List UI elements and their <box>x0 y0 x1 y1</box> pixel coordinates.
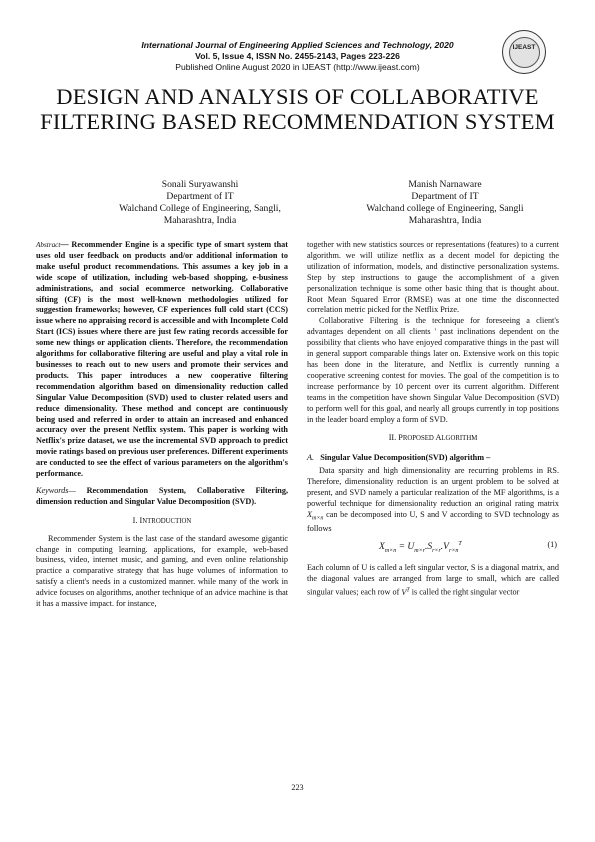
journal-name: International Journal of Engineering Applied Sciences and Technology, 2020 <box>141 40 454 50</box>
body-paragraph: together with new statistics sources or representations (features) to a current algorithm. we will utilize netflix as a decent model for depicting the utilization of information, models, and distinctive personalization systems. Step by step instructions to gauge the accomplishment of a given personalization technique is some other basic thing that is thought about. Root Mean Squared Error (RMSE) was at one time the disconnected correlation metric picked for the Netflix Prize. <box>307 240 559 315</box>
section-heading-introduction: I. INTRODUCTION <box>132 515 192 525</box>
right-column <box>307 240 559 599</box>
journal-publication: Published Online August 2020 in IJEAST (http://www.ijeast.com) <box>175 62 420 72</box>
svd-equation: $X_{m\times n} = U_{m\times r}.S_{r\times r}.V_{r\times n}^T$ <box>379 541 462 555</box>
keywords-text: Recommendation System, Collaborative Filtering, dimension reduction and Singular Value Decomposition (SVD). <box>36 485 288 506</box>
journal-volume: Vol. 5, Issue 4, ISSN No. 2455-2143, Pages 223-226 <box>195 51 400 61</box>
author-department: Department of IT <box>411 191 479 202</box>
author-2 <box>325 179 565 227</box>
journal-logo <box>502 30 546 74</box>
vt-symbol: $V^T$ <box>401 587 410 597</box>
equation-1 <box>307 537 559 555</box>
paper-title: DESIGN AND ANALYSIS OF COLLABORATIVE FILTERING BASED RECOMMENDATION SYSTEM <box>40 84 555 134</box>
author-location: Maharashtra, India <box>408 215 482 226</box>
body-paragraph: Collaborative Filtering is the technique for foreseeing a client's advantages dependent on all clients ' past inclinations dependent on the possibility that clients who have enjoyed comparative things in the past will in general support comparable things later on. Extensive work on this topic has been done in the literature, and Netflix is currently running a cooperative screening contest for movies. The goal of the competition is to increase performance by 10 percent over its current algorithm. Different teams in the competition have shown Singular Value Decomposition (SVD) to perform well for this goal, and nearly all groups currently in top positions in the leader board employ a form of SVD. <box>307 316 559 424</box>
left-column <box>36 240 288 610</box>
keywords-label: Keywords— <box>36 485 76 495</box>
section-heading-proposed-algorithm: II. PROPOSED ALGORITHM <box>388 433 478 443</box>
abstract <box>36 240 288 480</box>
logo-inner-ring <box>509 37 540 68</box>
keywords <box>36 486 288 508</box>
author-location: Maharashtra, India <box>163 215 237 226</box>
logo-text: IJEAST <box>512 44 536 51</box>
svd-paragraph: Data sparsity and high dimensionality are recurring problems in RS. Therefore, dimensionality reduction is an urgent problem to be solved at present, and SVD namely a particular realization of the MF algorithms, is a powerful technique for dimensionality reduction an original rating matrix $X_{m\times n}$ can be decomposed into U, S and V according to SVD technology as follows <box>307 466 559 534</box>
abstract-text: — Recommender Engine is a specific type of smart system that uses old user feedback on products and/or additional information to make useful product recommendations. This assumes a key job in a wide scope of utilization, including web-based shopping, e-business administrations, and social ecommerce networking. Collaborative sifting (CF) is the most well-known methodologies utilized for suggestion frameworks; however, CF experiences full cold start (CCS) issue where no appraising record is accessible and with Incomplete Cold Start (ICS) issues where there are just few rating records accessible for some new things or application clients. Therefore, the recommendation algorithms for collaborative filtering are useful and play a vital role in businesses to reach out to new users and promote their services and products. This paper introduces a new cooperative filtering recommendation algorithm based on dimensionality reduction called Singular Value Decomposition (SVD) used to cluster related users and reduce dimensionality. These method and concept are continuously being used and referred in order to attain an increased and enhanced accuracy over the present Netflix system. This paper is working with Netflix's prize dataset, we use the incremental SVD approach to predict movie ratings based on previous user preferences. Different experiments are conducted to see the effect of various parameters on the algorithm's performance. <box>36 240 288 479</box>
equation-number: (1) <box>547 540 557 550</box>
subsection-heading-svd: A. Singular Value Decomposition(SVD) algorithm – <box>307 453 491 463</box>
author-institution: Walchand College of Engineering, Sangli, <box>119 203 281 214</box>
abstract-label: Abstract <box>36 241 61 249</box>
svd-paragraph: Each column of U is called a left singular vector, S is a diagonal matrix, and the diagonal values are arranged from large to small, which are called singular values; each row of $V^T$ is called the right singular vector <box>307 563 559 597</box>
author-department: Department of IT <box>166 191 234 202</box>
author-name: Manish Narnaware <box>408 179 482 190</box>
matrix-symbol: $X_{m\times n}$ <box>307 509 324 522</box>
author-name: Sonali Suryawanshi <box>161 179 239 190</box>
author-institution: Walchand college of Engineering, Sangli <box>366 203 524 214</box>
page-number: 223 <box>291 783 304 792</box>
introduction-paragraph: Recommender System is the last case of the standard awesome gigantic change in computing learning. applications, for example, web-based business, video, internet music, and gaming, and even online relationship practice a comparative strategy that has huge volumes of information to satisfy a client's needs in a customized manner. while many of the work in advice focuses on algorithms, another technique of an advice machine is that it has a massive impact. for instance, <box>36 533 288 609</box>
author-1 <box>80 179 320 227</box>
